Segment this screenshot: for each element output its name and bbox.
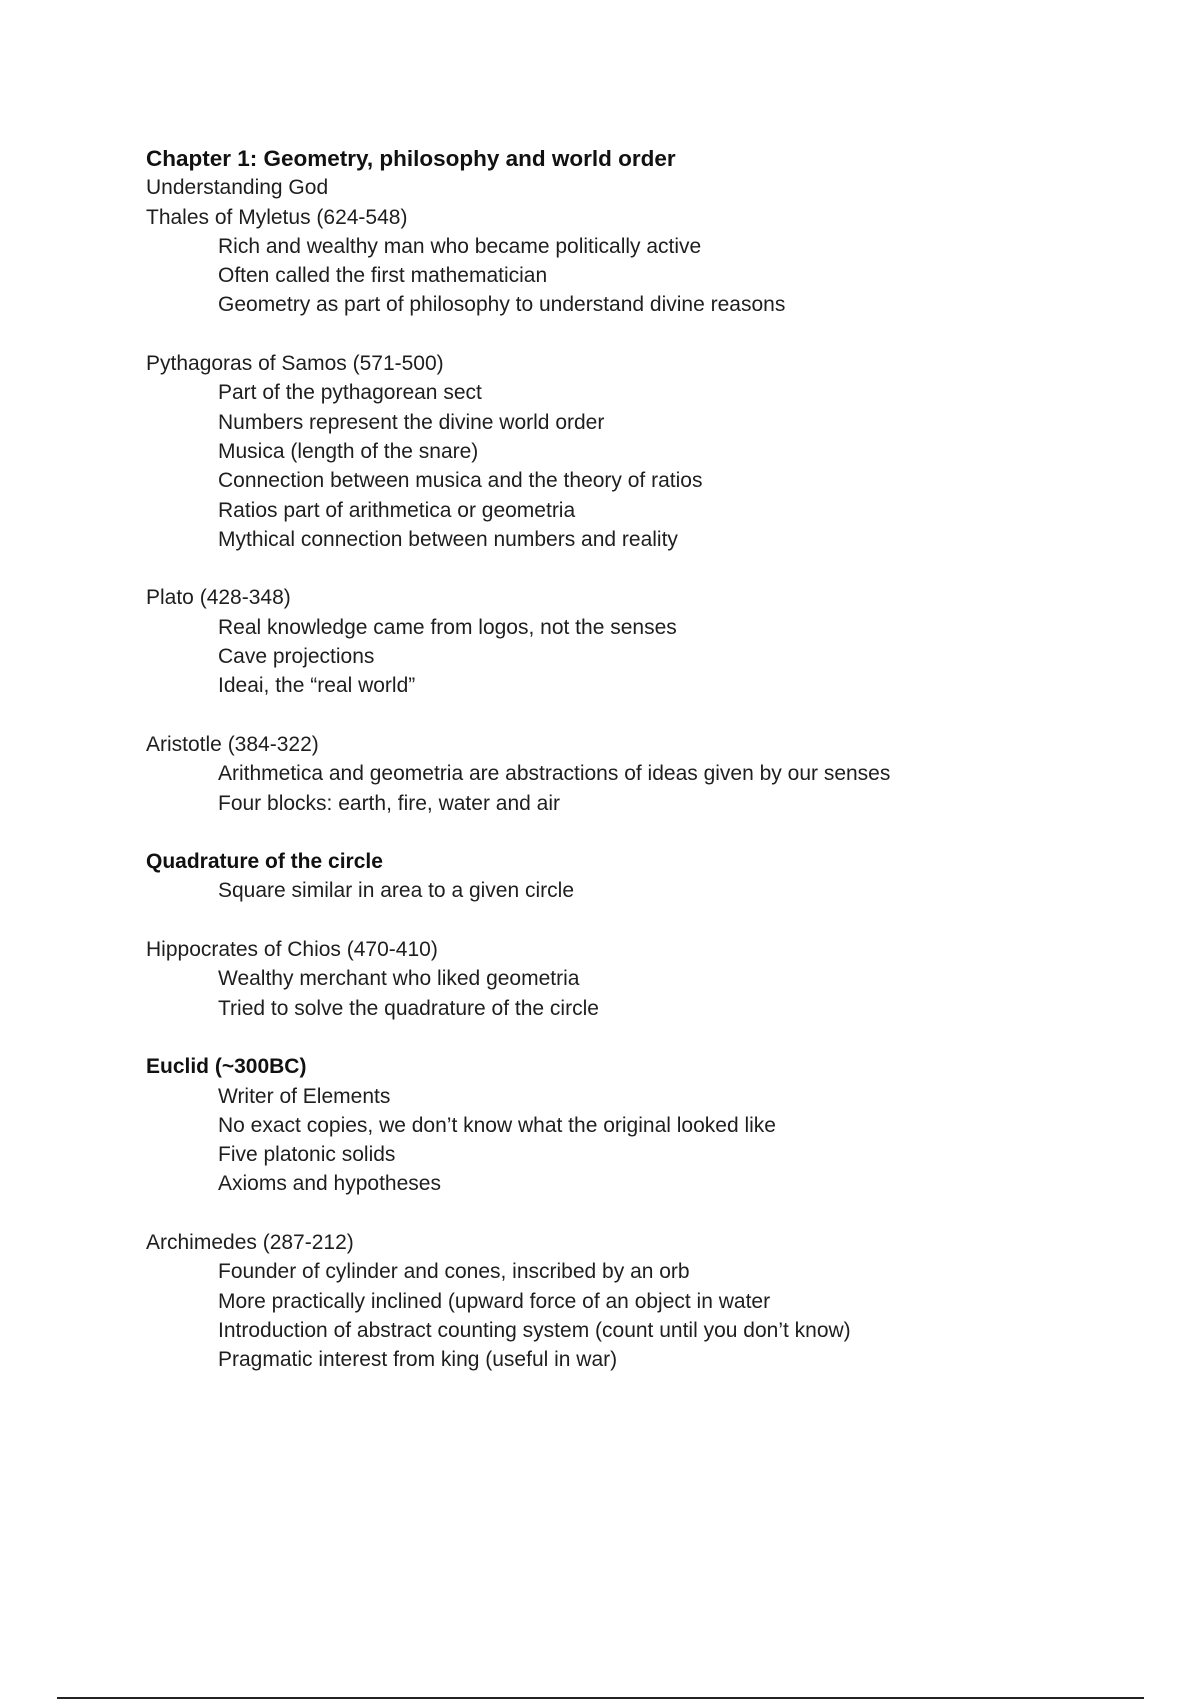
note-line: Musica (length of the snare)	[218, 439, 479, 463]
section-heading-aristotle: Aristotle (384-322)	[146, 732, 319, 756]
section-heading-hippocrates: Hippocrates of Chios (470-410)	[146, 938, 438, 962]
section-heading-archimedes: Archimedes (287-212)	[146, 1230, 354, 1254]
section-gap	[146, 1199, 1146, 1228]
note-line: Writer of Elements	[218, 1084, 391, 1108]
note-line: No exact copies, we don’t know what the original looked like	[218, 1113, 776, 1137]
note-line: Ratios part of arithmetica or geometria	[218, 498, 576, 522]
note-line: Rich and wealthy man who became politically active	[218, 234, 702, 258]
note-line: Mythical connection between numbers and reality	[218, 527, 678, 551]
section-heading-plato: Plato (428-348)	[146, 586, 291, 610]
section-heading-pythagoras: Pythagoras of Samos (571-500)	[146, 352, 444, 376]
section-heading-quadrature: Quadrature of the circle	[146, 850, 383, 874]
note-line: Pragmatic interest from king (useful in war)	[218, 1348, 618, 1372]
note-line: More practically inclined (upward force of an object in water	[218, 1289, 771, 1313]
document-content	[146, 144, 1146, 1374]
section-gap	[146, 320, 1146, 349]
note-line: Geometry as part of philosophy to understand divine reasons	[218, 293, 786, 317]
section-gap	[146, 554, 1146, 583]
note-line: Numbers represent the divine world order	[218, 410, 605, 434]
note-line: Often called the first mathematician	[218, 264, 548, 288]
note-line: Cave projections	[218, 645, 375, 669]
note-line: Introduction of abstract counting system (count until you don’t know)	[218, 1318, 851, 1342]
note-line: Connection between musica and the theory of ratios	[218, 469, 703, 493]
note-line: Arithmetica and geometria are abstractions of ideas given by our senses	[218, 762, 891, 786]
note-line: Tried to solve the quadrature of the circle	[218, 996, 599, 1020]
note-line: Five platonic solids	[218, 1143, 396, 1167]
note-line: Real knowledge came from logos, not the senses	[218, 615, 677, 639]
note-line: Part of the pythagorean sect	[218, 381, 482, 405]
section-heading-thales: Thales of Myletus (624-548)	[146, 205, 408, 229]
note-line: Square similar in area to a given circle	[218, 879, 574, 903]
section-heading-euclid: Euclid (~300BC)	[146, 1055, 307, 1079]
note-line: Axioms and hypotheses	[218, 1172, 441, 1196]
note-line: Wealthy merchant who liked geometria	[218, 967, 580, 991]
page-bottom-divider	[57, 1697, 1144, 1699]
section-gap	[146, 701, 1146, 730]
section-gap	[146, 906, 1146, 935]
chapter-title: Chapter 1: Geometry, philosophy and world order	[146, 146, 676, 171]
section-gap	[146, 818, 1146, 847]
chapter-subtitle: Understanding God	[146, 176, 329, 200]
section-gap	[146, 1023, 1146, 1052]
note-line: Four blocks: earth, fire, water and air	[218, 791, 560, 815]
note-line: Ideai, the “real world”	[218, 674, 416, 698]
note-line: Founder of cylinder and cones, inscribed by an orb	[218, 1260, 690, 1284]
